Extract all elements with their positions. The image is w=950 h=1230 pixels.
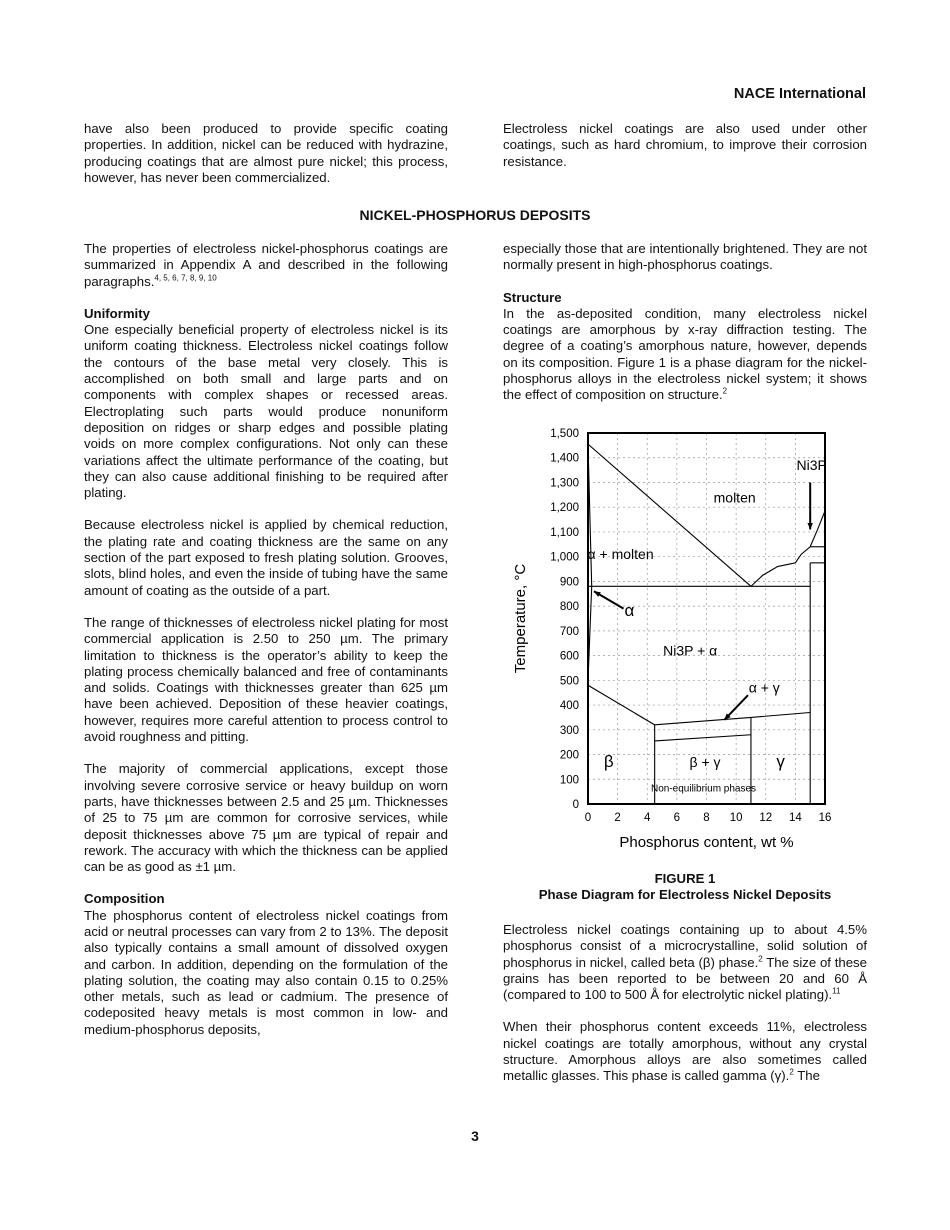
phase-boundary xyxy=(655,712,811,724)
paragraph: The range of thicknesses of electroless nickel plating for most commercial application is 2.50 to 250 µm. The primary limitation to thickness is the operator’s ability to keep the plating process chemically balanced and free of contaminants and solids. Coatings with thicknesses greater than 625 µm have been achieved. Deposition of these heavier coatings, however, requires more careful attention to process control to avoid roughness and pitting. xyxy=(84,614,448,745)
phase-label: α + molten xyxy=(587,546,654,563)
heading-uniformity: Uniformity xyxy=(84,305,150,321)
intro-text: The properties of electroless nickel-phosphorus coatings are summarized in Appendix A and described in the following paragraphs. xyxy=(84,241,448,289)
y-tick-label: 0 xyxy=(572,799,579,811)
phase-label: Ni3P xyxy=(796,457,827,474)
heading-structure: Structure xyxy=(503,289,562,305)
phase-boundary xyxy=(588,444,751,586)
arrowhead xyxy=(807,523,812,529)
phase-label: α xyxy=(624,601,635,621)
phase-label: β + γ xyxy=(689,753,721,770)
phase-label: molten xyxy=(713,489,756,506)
paragraph: The majority of commercial applications, except those involving severe corrosive service or heavy buildup on worn parts, have thicknesses between 2.5 and 25 µm. Thicknesses of 25 to 75 µm are common for corrosive services, while deposit thicknesses above 75 µm are typical of repair and rework. The accuracy with which the thickness can be applied can be as good as ±1 µm. xyxy=(84,761,448,875)
phase-label: Ni3P + α xyxy=(663,642,718,659)
figure-caption xyxy=(503,871,867,904)
citation: 2 xyxy=(722,386,728,396)
y-tick-label: 700 xyxy=(559,625,579,638)
y-tick-label: 800 xyxy=(559,601,579,614)
left-column xyxy=(84,241,448,1054)
y-tick-label: 400 xyxy=(559,700,579,713)
top-right-paragraph: Electroless nickel coatings are also used under other coatings, such as hard chromium, to improve their corrosion resistance. xyxy=(503,121,867,169)
paragraph: When their phosphorus content exceeds 11%, electroless nickel coatings are totally amorphous, without any crystal structure. Amorphous alloys are also sometimes called metallic glasses. This phase is called gamma (γ). xyxy=(503,1019,867,1084)
x-tick-label: 0 xyxy=(584,812,592,824)
y-tick-label: 1,200 xyxy=(550,502,579,515)
x-tick-label: 2 xyxy=(614,812,621,824)
x-tick-label: 8 xyxy=(703,812,710,824)
top-left-paragraph: have also been produced to provide specific coating properties. In addition, nickel can be reduced with hydrazine, producing coatings that are almost pure nickel; this process, however, has never been commercialized. xyxy=(84,121,448,185)
y-tick-label: 1,100 xyxy=(550,526,579,539)
right-column-bottom xyxy=(503,922,867,1101)
phase-label: β xyxy=(603,751,614,771)
citation: 2 xyxy=(789,1067,794,1077)
running-header: NACE International xyxy=(733,86,866,102)
y-axis-label: Temperature, °C xyxy=(512,563,529,674)
paragraph: The size of these grains has been reported to be between 20 and 60 Å (compared to 100 to 500 Å for electrolytic nickel plating). xyxy=(503,954,867,1003)
heading-composition: Composition xyxy=(84,891,165,907)
section-title: NICKEL-PHOSPHORUS DEPOSITS xyxy=(359,207,591,223)
right-column-top xyxy=(503,241,867,420)
paragraph: The xyxy=(793,1068,820,1084)
x-tick-label: 16 xyxy=(818,812,832,824)
x-tick-label: 12 xyxy=(759,812,773,824)
figure-title: Phase Diagram for Electroless Nickel Deposits xyxy=(538,887,832,903)
citation: 2 xyxy=(758,954,763,964)
y-tick-label: 1,500 xyxy=(550,428,579,440)
y-tick-label: 300 xyxy=(559,724,579,737)
y-tick-label: 1,000 xyxy=(550,551,579,564)
x-tick-label: 10 xyxy=(729,812,743,824)
intro-paragraph xyxy=(84,241,448,290)
paragraph: Because electroless nickel is applied by chemical reduction, the plating rate and coating thickness are the same on any section of the part exposed to fresh plating solution. Grooves, slots, blind holes, and even the inside of tubing have the same amount of coating as the outside of a part. xyxy=(84,517,448,598)
paragraph: In the as-deposited condition, many electroless nickel coatings are amorphous by x-ray diffraction testing. The degree of a coating’s amorphous nature, however, depends on its composition. Figure 1 is a phase diagram for the nickel-phosphorus alloys in the electroless nickel system; it shows the effect of composition on structure. xyxy=(503,305,867,403)
phase-label: γ xyxy=(776,751,785,771)
page-number: 3 xyxy=(471,1128,479,1144)
phase-boundary xyxy=(751,563,795,586)
y-tick-label: 600 xyxy=(559,650,579,663)
citation: 4, 5, 6, 7, 8, 9, 10 xyxy=(154,273,217,283)
x-tick-label: 4 xyxy=(644,812,651,824)
paragraph: especially those that are intentionally brightened. They are not normally present in high-phosphorus coatings. xyxy=(503,241,867,273)
y-tick-label: 1,300 xyxy=(550,477,579,490)
y-tick-label: 500 xyxy=(559,675,579,688)
x-tick-label: 6 xyxy=(673,812,681,824)
phase-boundary xyxy=(655,735,751,741)
figure-label: FIGURE 1 xyxy=(654,871,716,886)
y-tick-label: 900 xyxy=(559,576,579,589)
phase-label: α + γ xyxy=(748,679,780,696)
x-axis-label: Phosphorus content, wt % xyxy=(619,834,794,851)
y-tick-label: 200 xyxy=(559,749,579,762)
paragraph: One especially beneficial property of electroless nickel is its uniform coating thickness. Electroless nickel coatings follow the contours of the base metal very closely. This is accomplished on both small and large parts and on components with complex shapes or recessed areas. Electroplating such parts would produce nonuniform deposition on ridges or sharp edges and possible plating voids on more complex configurations. Not only can these variations affect the ultimate performance of the coating, but they can also cause additional finishing to be required after plating. xyxy=(84,322,448,501)
citation: 11 xyxy=(832,986,841,996)
paragraph: The phosphorus content of electroless nickel coatings from acid or neutral processes can vary from 2 to 13%. The deposit also typically contains a small amount of dissolved oxygen and carbon. In addition, depending on the formulation of the plating solution, the coating may also contain 0.15 to 0.25% other metals, such as lead or cadmium. The presence of codeposited heavy metals is most common in low- and medium-phosphorus deposits, xyxy=(84,907,448,1037)
phase-label: Non-equilibrium phases xyxy=(651,783,757,795)
phase-diagram-figure xyxy=(505,420,845,860)
paragraph: Electroless nickel coatings containing up to about 4.5% phosphorus consist of a microcrystalline, solid solution of phosphorus in nickel, called beta (β) phase. xyxy=(503,922,867,970)
y-tick-label: 1,400 xyxy=(550,452,579,465)
y-tick-label: 100 xyxy=(559,774,579,787)
x-tick-label: 14 xyxy=(788,812,802,824)
